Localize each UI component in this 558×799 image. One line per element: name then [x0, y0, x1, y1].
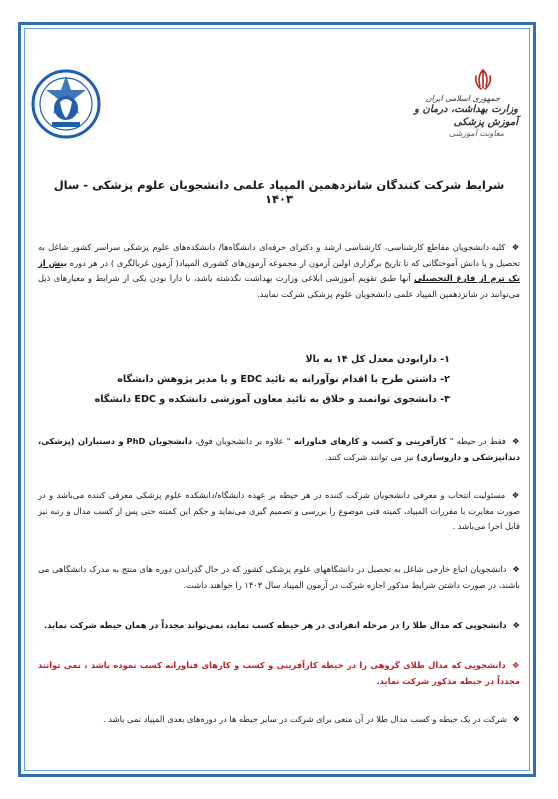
other-fields-text: شرکت در یک حیطه و کسب مدال طلا در آن منعی برای شرکت در سایر حیطه ها در دوره‌های بعدی المپیاد نمی باشد .: [102, 714, 507, 724]
intro-part-2: آنها طبق تقویم آموزشی ابلاغی وزارت بهداشت نگذشته باشد، با دارا بودن یکی از شرایط و معیارهای ذیل می‌توانند در شانزدهمین المپیاد علمی دانشجویان علوم پزشکی شرکت نمایند.: [38, 273, 520, 299]
bullet-icon: ❖: [511, 436, 520, 446]
iran-emblem-icon: [470, 68, 496, 92]
responsibility-text: مسئولیت انتخاب و معرفی دانشجویان شرکت کننده در هر حیطه بر عهده دانشگاه/دانشکده علوم پزشکی معرفی کننده می‌باشد و در صورت مغایرت با مقررات المپیاد، کمیته فنی موضوع را بررسی و تصمیم گیری می‌نماید و حکم این کمیته حتی پس از کسب مدال و رتبه نیز قابل اجرا می‌باشد .: [38, 490, 520, 531]
responsibility-paragraph: [38, 488, 520, 535]
intro-underlined: بیش از یک ترم از فارغ التحصیلی: [38, 257, 520, 283]
condition-item: ۲- داشتن طرح با اقدام نوآورانه به تائید EDC و یا مدیر پژوهش دانشگاه: [117, 374, 450, 385]
foreign-students-paragraph: [38, 562, 520, 593]
intro-part-1: کلیه دانشجویان مقاطع کارشناسی، کارشناسی ارشد و دکترای حرفه‌ای دانشگاه‌ها/ دانشکده‌های علوم پزشکی سراسر کشور شاغل به تحصیل و یا دانش آموختگانی که تا تاریخ برگزاری اولین آزمون از مجموعه آزمون‌های کشوری المپیاد( آزمون غربالگری ) در هر دوره: [38, 242, 521, 268]
bullet-icon: ❖: [512, 714, 520, 724]
gold-group-text: دانشجویی که مدال طلای گروهی را در حیطه کارآفرینی و کسب و کارهای فناورانه کسب نموده باشد ، نمی توانند مجدداً در حیطه مذکور شرکت نماید.: [38, 660, 520, 686]
bullet-icon: ❖: [512, 620, 520, 630]
ministry-line-2: وزارت بهداشت، درمان و آموزش پزشکی: [414, 104, 518, 128]
conditions-list: [38, 350, 520, 410]
innovation-part-3: نیز می توانند شرکت کنند.: [324, 451, 414, 462]
ministry-line-1: جمهوری اسلامی ایران: [425, 94, 500, 103]
bullet-icon: ❖: [512, 564, 520, 574]
ministry-line-3: معاونت آموزشی: [449, 129, 504, 138]
bullet-icon: ❖: [511, 242, 520, 252]
page-title: شرایط شرکت کنندگان شانزدهمین المپیاد علمی دانشجویان علوم پزشکی - سال ۱۴۰۳: [53, 178, 505, 206]
gold-individual-text: دانشجویی که مدال طلا را در مرحله انفرادی در هر حیطه کسب نماید، نمی‌تواند مجدداً در همان حیطه شرکت نماید.: [44, 620, 507, 630]
innovation-paragraph: [38, 434, 520, 465]
bullet-icon: ❖: [511, 490, 520, 500]
gold-individual-paragraph: [38, 618, 520, 634]
foreign-students-text: دانشجویان اتباع خارجی شاغل به تحصیل در دانشگاههای علوم پزشکی کشور که در حال گذراندن دوره های منتج به مدرک دانشگاهی می باشند، در صورت داشتن شرایط مذکور اجازه شرکت در آزمون المپیاد سال ۱۴۰۳ را خواهند داشت.: [38, 564, 520, 590]
condition-item: ۳- دانشجوی توانمند و خلاق به تائید معاون آموزشی دانشکده و EDC دانشگاه: [94, 394, 450, 405]
university-seal-icon: [30, 68, 102, 140]
other-fields-paragraph: [38, 712, 520, 728]
innovation-part-1: فقط در حیطه ": [449, 436, 506, 446]
bullet-icon: ❖: [512, 660, 520, 670]
innovation-bold-1: کارآفرینی و کسب و کارهای فناورانه: [293, 436, 447, 446]
condition-item: ۱- دارابودن معدل کل ۱۴ به بالا: [305, 354, 450, 365]
innovation-part-2: " علاوه بر دانشجویان فوق،: [195, 436, 291, 446]
gold-group-paragraph: [38, 658, 520, 689]
ministry-header: [408, 94, 518, 139]
innovation-bold-2: دانشجویان PhD و دستیاران (پزشکی، دندانپزشکی و داروسازی): [38, 436, 520, 462]
intro-paragraph: [38, 240, 520, 302]
